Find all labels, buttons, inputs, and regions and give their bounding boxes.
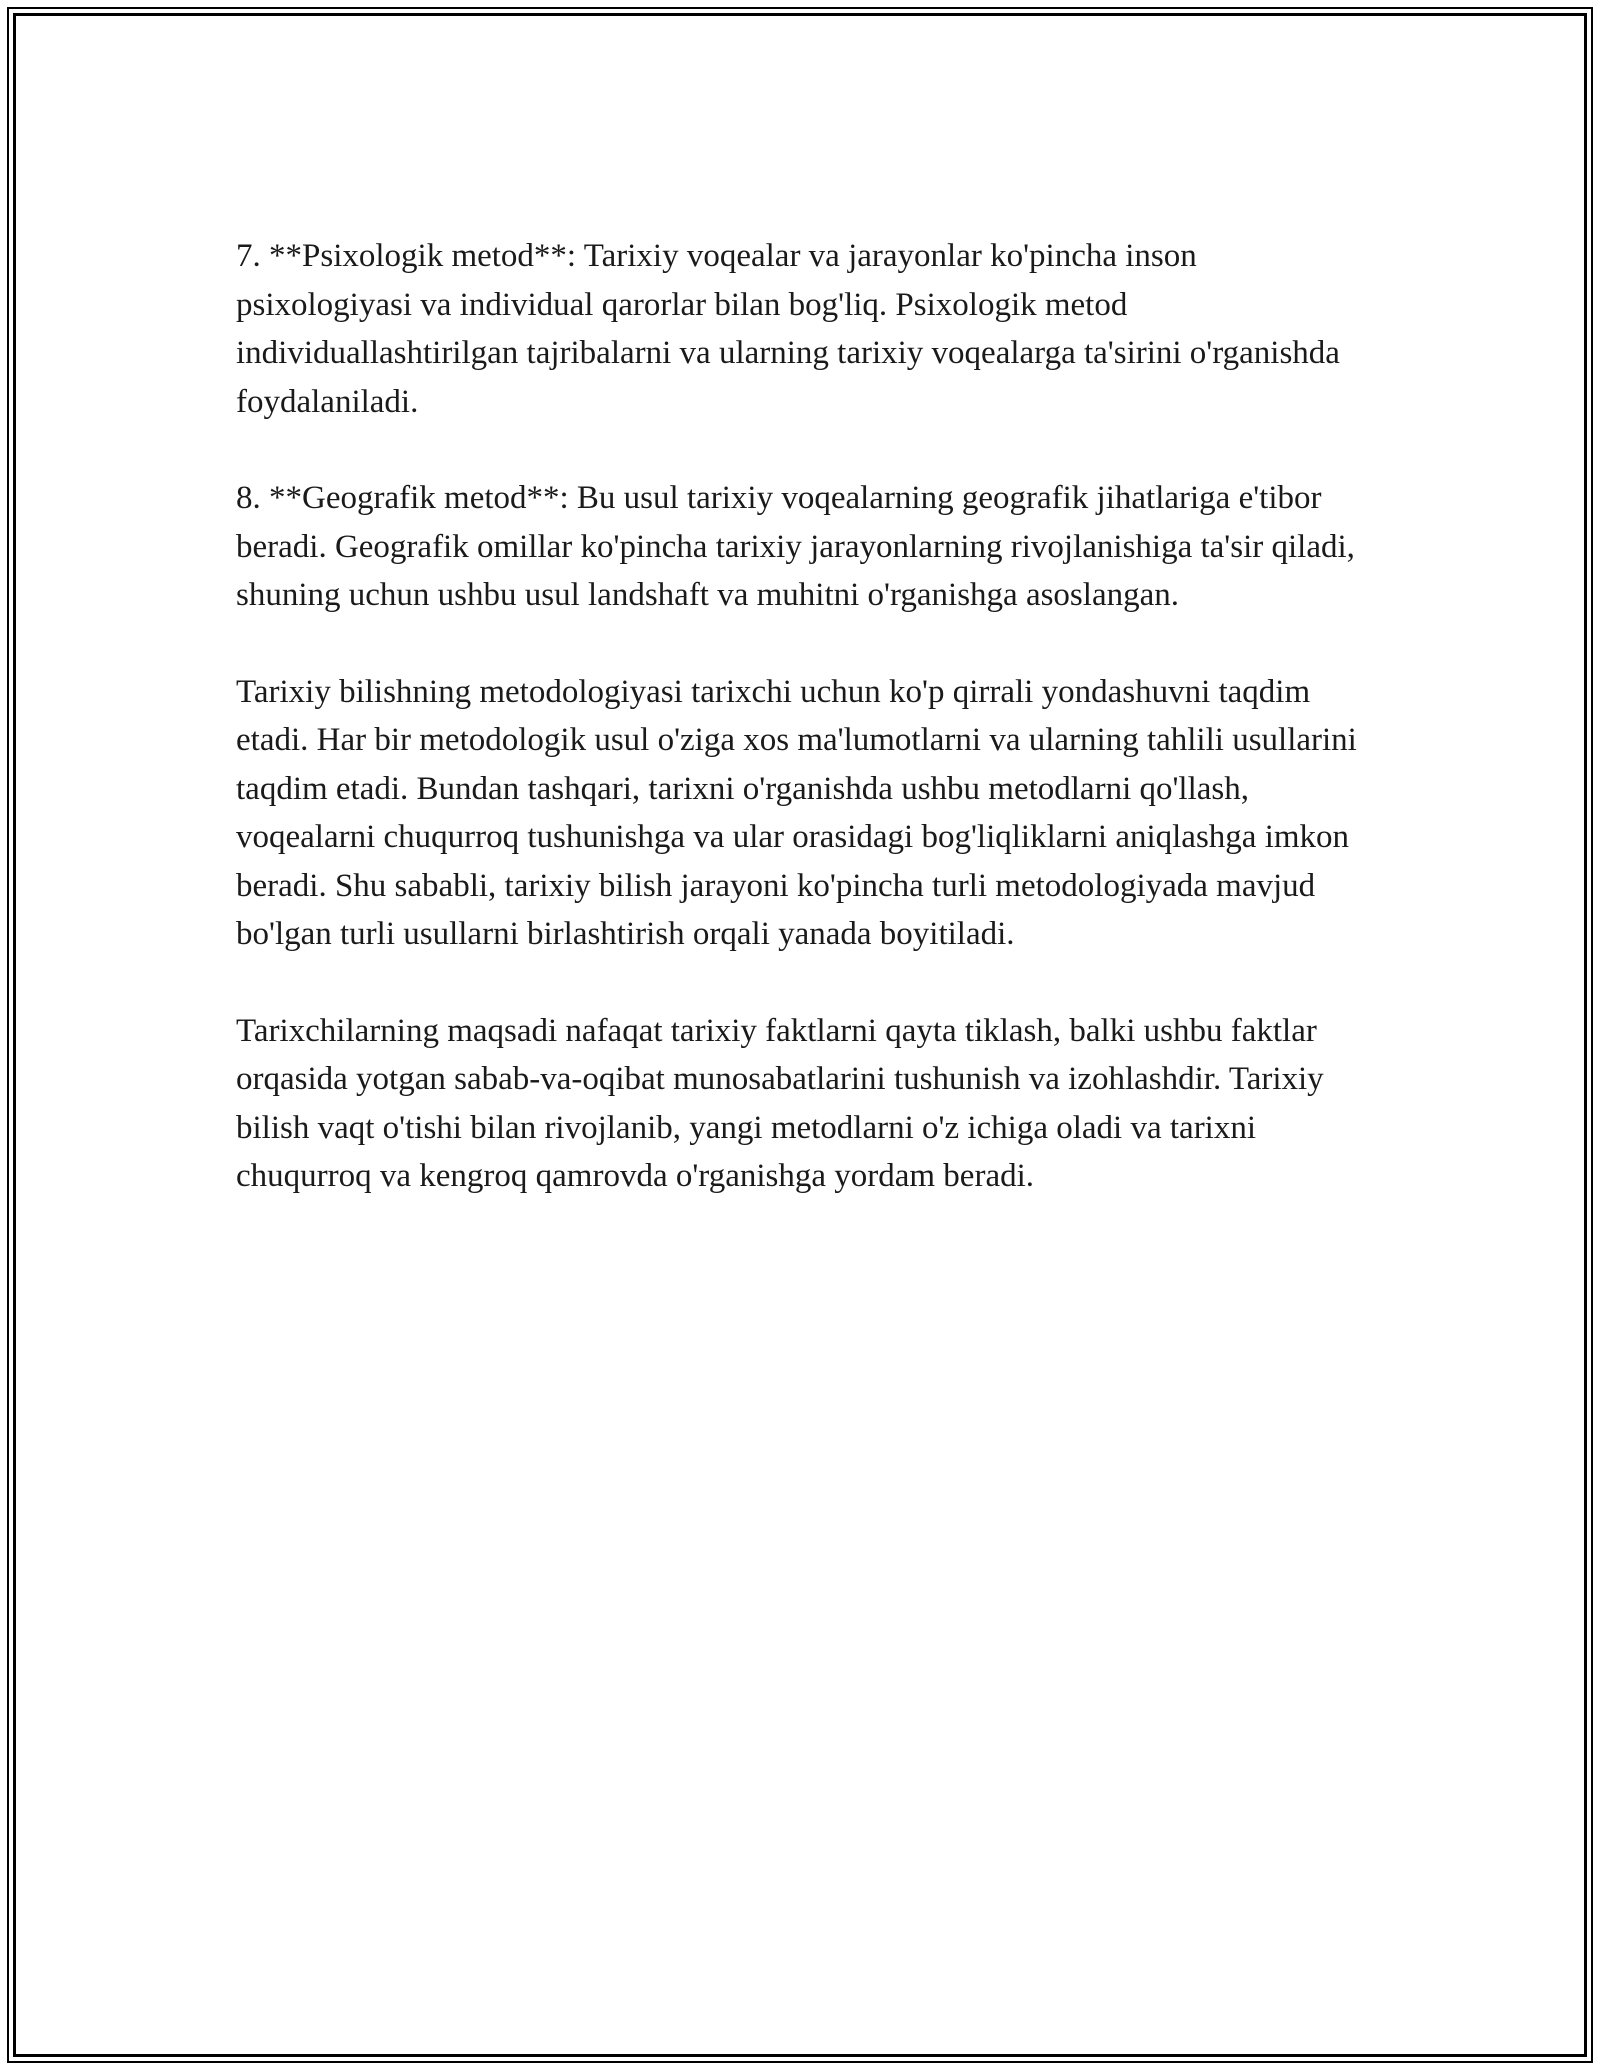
paragraph-metodologiya: Tarixiy bilishning metodologiyasi tarixchi uchun ko'p qirrali yondashuvni taqdim etadi. Har bir metodologik usul o'ziga xos ma'lumotlarni va ularning tahlili usullarini taqdim etadi. Bundan tashqari, tarixni o'rganishda ushbu metodlarni qo'llash, voqealarni chuqurroq tushunishga va ular orasidagi bog'liqliklarni aniqlashga imkon beradi. Shu sababli, tarixiy bilish jarayoni ko'pincha turli metodologiyada mavjud bo'lgan turli usullarni birlashtirish orqali yanada boyitiladi. <box>236 673 1357 952</box>
paragraph-tarixchilar-maqsadi: Tarixchilarning maqsadi nafaqat tarixiy faktlarni qayta tiklash, balki ushbu faktlar orqasida yotgan sabab-va-oqibat munosabatlarini tushunish va izohlashdir. Tarixiy bilish vaqt o'tishi bilan rivojlanib, yangi metodlarni o'z ichiga oladi va tarixni chuqurroq va kengroq qamrovda o'rganishga yordam beradi. <box>236 1012 1324 1194</box>
paragraph-geografik-metod: 8. **Geografik metod**: Bu usul tarixiy voqealarning geografik jihatlariga e'tibor beradi. Geografik omillar ko'pincha tarixiy jarayonlarning rivojlanishiga ta'sir qiladi, shuning uchun ushbu usul landshaft va muhitni o'rganishga asoslangan. <box>236 480 1355 613</box>
document-body <box>236 232 1376 1249</box>
paragraph-psixologik-metod: 7. **Psixologik metod**: Tarixiy voqealar va jarayonlar ko'pincha inson psixologiyasi va individual qarorlar bilan bog'liq. Psixologik metod individuallashtirilgan tajribalarni va ularning tarixiy voqealarga ta'sirini o'rganishda foydalaniladi. <box>236 238 1340 420</box>
